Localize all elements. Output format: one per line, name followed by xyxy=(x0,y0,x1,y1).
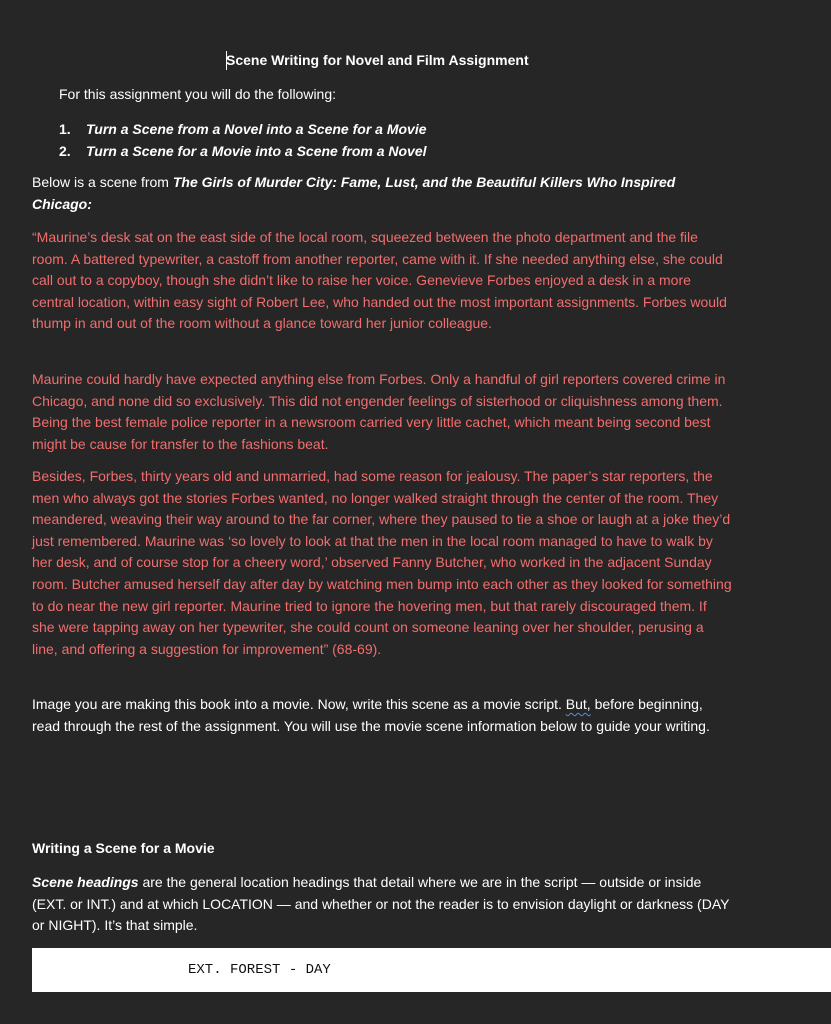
step-text: Turn a Scene for a Movie into a Scene from a Novel xyxy=(86,143,427,159)
step-number: 2. xyxy=(59,143,71,159)
assignment-intro: For this assignment you will do the following: xyxy=(59,86,337,102)
excerpt-paragraph-3 xyxy=(32,466,732,660)
book-title: The Girls of Murder City: Fame, Lust, and the Beautiful Killers Who Inspired Chicago: xyxy=(32,174,676,212)
assignment-steps xyxy=(59,118,427,162)
script-example-line: EXT. FOREST - DAY xyxy=(188,962,331,978)
scene-source-prefix: Below is a scene from xyxy=(32,174,173,190)
instructions-text-1: Image you are making this book into a movie. Now, write this scene as a movie script. xyxy=(32,696,566,712)
step-number: 1. xyxy=(59,121,71,137)
section-heading: Writing a Scene for a Movie xyxy=(32,840,215,856)
excerpt-text: Besides, Forbes, thirty years old and unmarried, had some reason for jealousy. The paper’s star reporters, the men who always got the stories Forbes wanted, no longer walked straight through the center of the room. They meandered, weaving their way around to the far corner, where they paused to tie a shoe or laugh at a joke they’d just remembered. Maurine was ‘so lovely to look at that the men in the local room managed to have to walk by her desk, and of course stop for a cheery word,’ observed Fanny Butcher, who worked in the adjacent Sunday room. Butcher amused herself day after day by watching men bump into each other as they looked for something to do near the new girl reporter. Maurine tried to ignore the hovering men, but that rarely discouraged them. If she were tapping away on her typewriter, she could count on someone leaning over her shoulder, perusing a line, and offering a suggestion for improvement” (68-69). xyxy=(32,468,732,657)
excerpt-text: “Maurine’s desk sat on the east side of the local room, squeezed between the photo department and the file room. A battered typewriter, a castoff from another reporter, came with it. If she needed anything else, she could call out to a copyboy, though she didn’t like to raise her voice. Genevieve Forbes enjoyed a desk in a more central location, within easy sight of Robert Lee, who handed out the most important assignments. Forbes would thump in and out of the room without a glance toward her junior colleague. xyxy=(32,229,727,332)
excerpt-paragraph-1 xyxy=(32,227,732,335)
document-title: Scene Writing for Novel and Film Assignment xyxy=(226,52,529,68)
excerpt-text: Maurine could hardly have expected anything else from Forbes. Only a handful of girl reporters covered crime in Chicago, and none did so exclusively. This did not engender feelings of sisterhood or cliquishness among them. Being the best female police reporter in a newsroom carried very little cachet, which meant being second best might be cause for transfer to the fashions beat. xyxy=(32,371,726,452)
scene-term: Scene headings xyxy=(32,874,139,890)
step-text: Turn a Scene from a Novel into a Scene for a Movie xyxy=(86,121,427,137)
scene-source-intro xyxy=(32,172,732,215)
spellcheck-flagged-word[interactable]: But, xyxy=(565,696,591,712)
scene-heading-definition xyxy=(32,872,732,937)
excerpt-paragraph-2 xyxy=(32,369,732,455)
instructions-text-2: before beginning, read through the rest of the assignment. You will use the movie scene information below to guide your writing. xyxy=(32,696,710,734)
script-example-box xyxy=(32,948,831,992)
step-item xyxy=(59,140,427,162)
scene-definition-text: are the general location headings that detail where we are in the script — outside or inside (EXT. or INT.) and at which LOCATION — and whether or not the reader is to envision daylight or darkness (DAY or NIGHT). It’s that simple. xyxy=(32,874,730,934)
step-item xyxy=(59,118,427,140)
script-instructions xyxy=(32,694,732,737)
